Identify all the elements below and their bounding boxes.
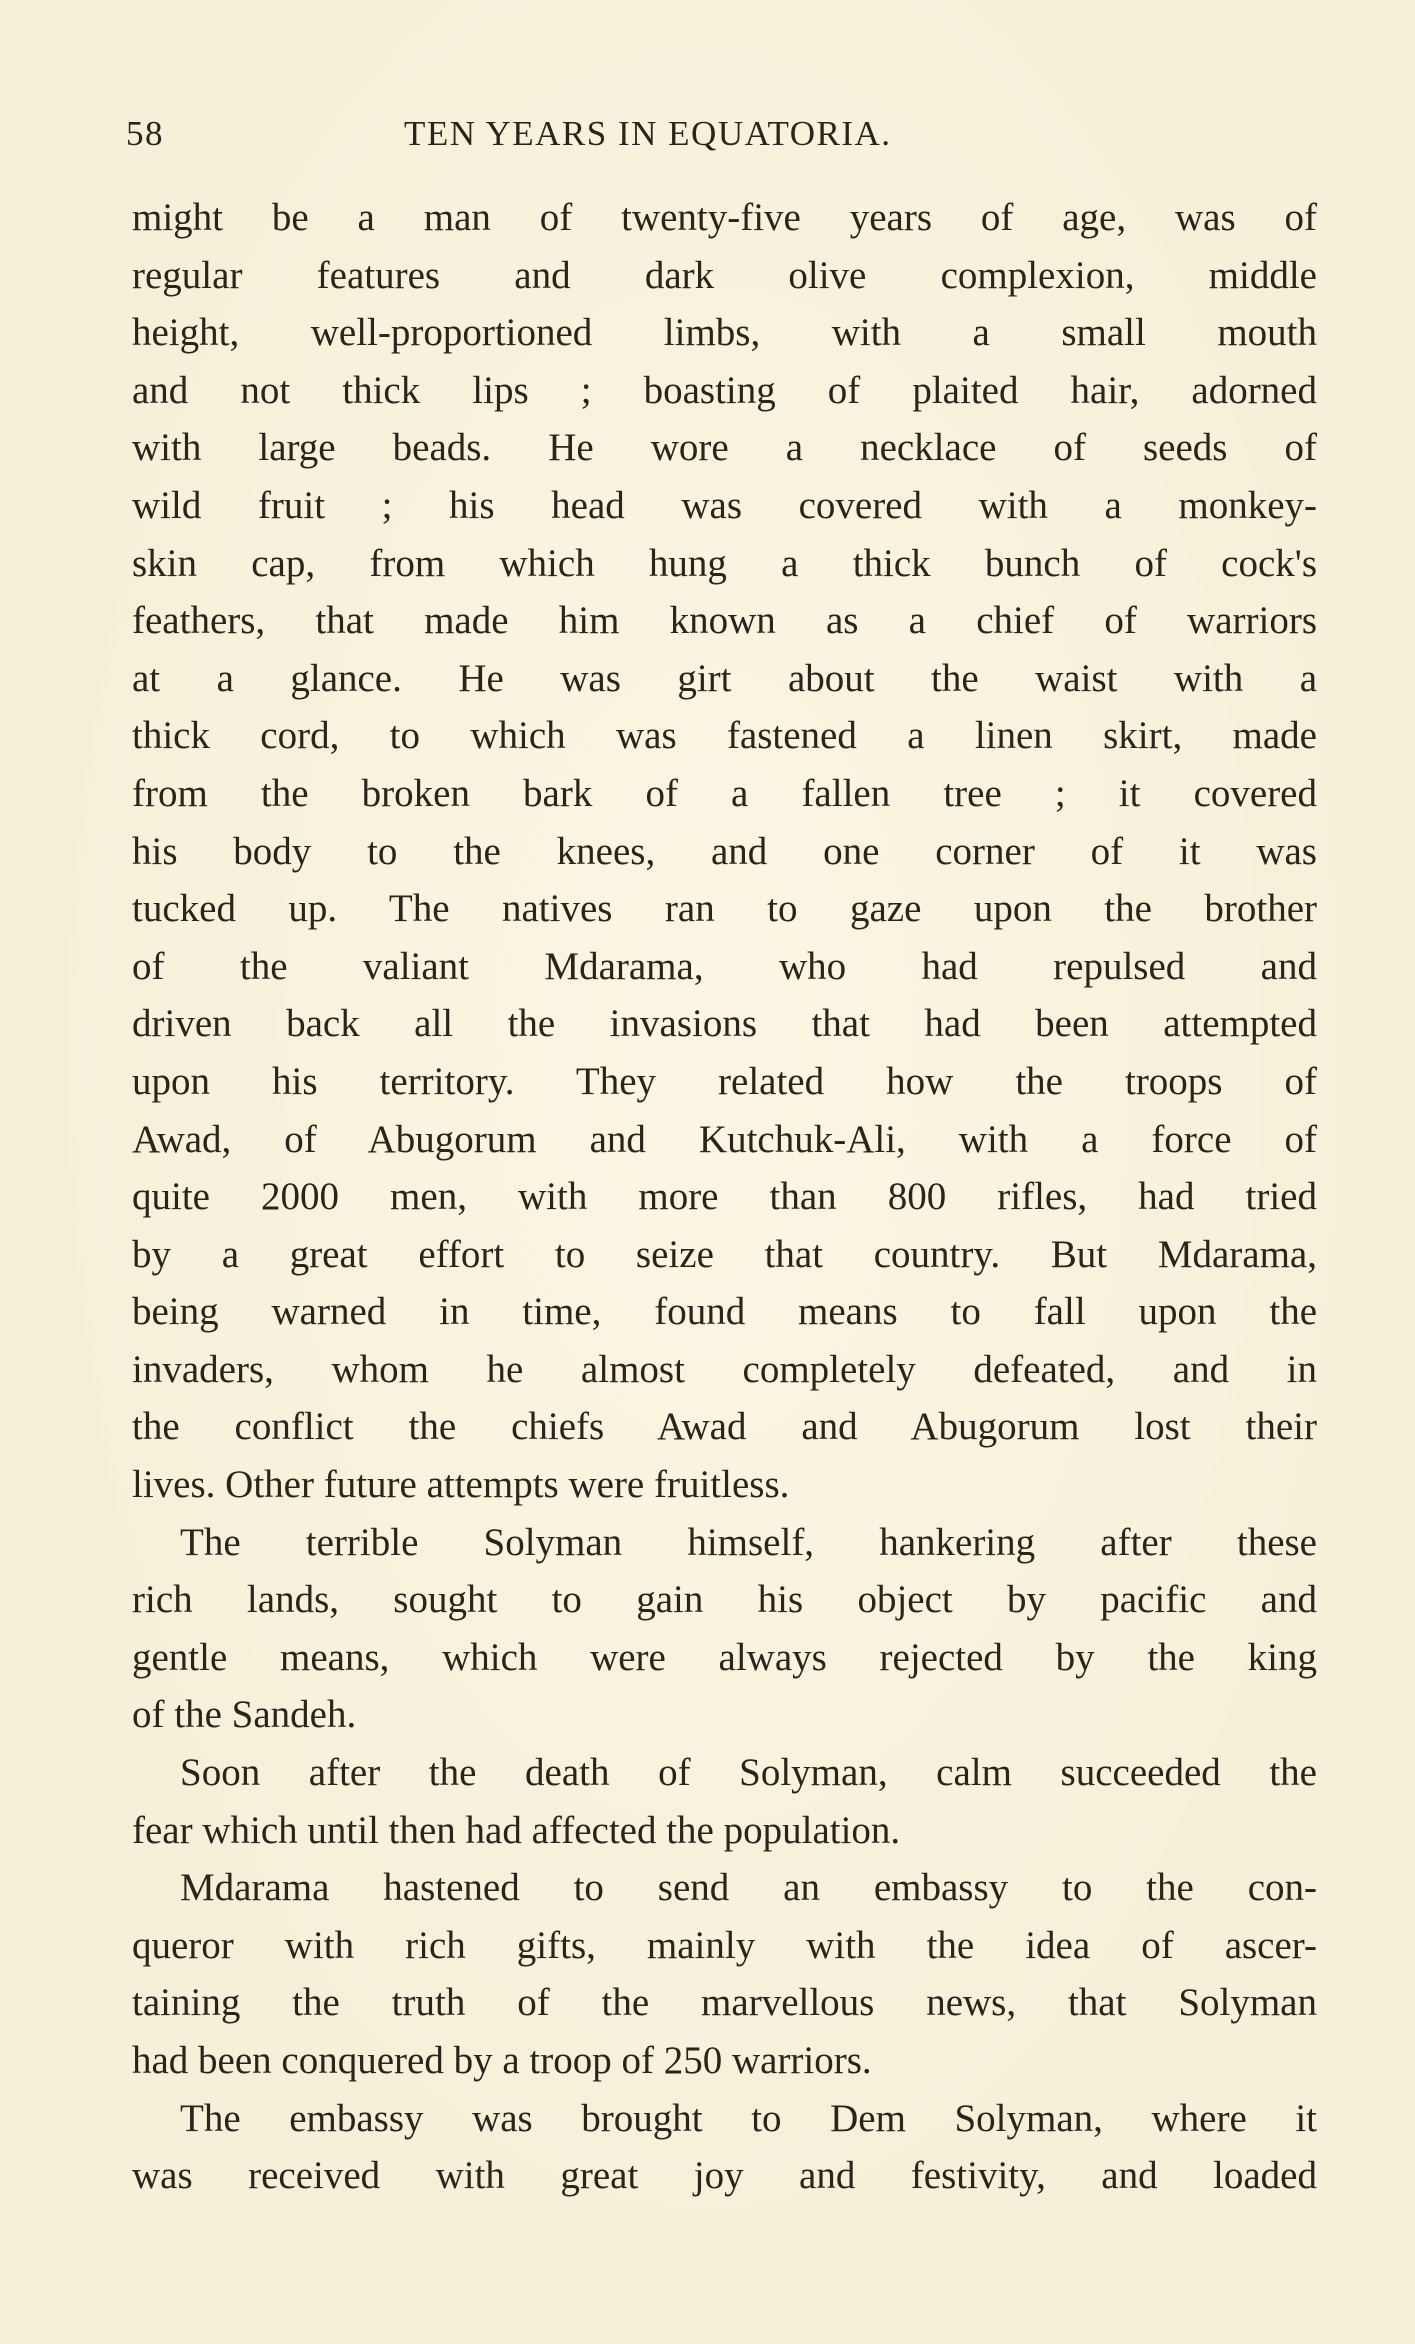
text-line: and not thick lips ; boasting of plaited hair, adorned — [132, 368, 1317, 412]
text-line: upon his territory. They related how the troops of — [132, 1059, 1317, 1103]
text-line: queror with rich gifts, mainly with the idea of ascer- — [132, 1923, 1317, 1967]
text-line: had been conquered by a troop of 250 warriors. — [132, 2039, 872, 2082]
text-line: fear which until then had affected the population. — [132, 1808, 901, 1852]
text-line: the conflict the chiefs Awad and Abugorum lost their — [132, 1405, 1317, 1449]
text-line: gentle means, which were always rejected by the king — [132, 1635, 1317, 1679]
text-line: quite 2000 men, with more than 800 rifles, had tried — [132, 1175, 1317, 1219]
text-line: regular features and dark olive complexion, middle — [132, 253, 1317, 297]
text-line: thick cord, to which was fastened a linen skirt, made — [132, 714, 1317, 758]
text-line: rich lands, sought to gain his object by pacific and — [132, 1578, 1317, 1622]
text-line: The embassy was brought to Dem Solyman, where it — [180, 2096, 1317, 2140]
text-line: height, well-proportioned limbs, with a small mouth — [132, 311, 1317, 355]
text-line: tucked up. The natives ran to gaze upon the brother — [132, 887, 1317, 931]
text-line: The terrible Solyman himself, hankering after these — [180, 1520, 1317, 1564]
text-line: wild fruit ; his head was covered with a monkey- — [132, 483, 1317, 527]
page-number: 58 — [126, 114, 164, 153]
text-line: feathers, that made him known as a chief of warriors — [132, 599, 1317, 643]
text-line: being warned in time, found means to fall upon the — [132, 1290, 1317, 1334]
text-line: lives. Other future attempts were fruitless. — [132, 1463, 790, 1507]
text-line: driven back all the invasions that had been attempted — [132, 1002, 1317, 1046]
text-line: invaders, whom he almost completely defeated, and in — [132, 1347, 1317, 1391]
text-line: taining the truth of the marvellous news, that Solyman — [132, 1981, 1317, 2025]
text-line: Mdarama hastened to send an embassy to the con- — [180, 1866, 1317, 1910]
text-line: his body to the knees, and one corner of it was — [132, 829, 1317, 873]
text-line: of the Sandeh. — [132, 1693, 357, 1737]
text-line: at a glance. He was girt about the waist with a — [132, 656, 1317, 700]
text-line: with large beads. He wore a necklace of seeds of — [132, 426, 1317, 470]
text-line: from the broken bark of a fallen tree ; it covered — [132, 771, 1317, 815]
running-title: TEN YEARS IN EQUATORIA. — [404, 114, 892, 153]
text-line: Awad, of Abugorum and Kutchuk-Ali, with a force of — [132, 1117, 1317, 1161]
body-text — [132, 189, 1317, 2205]
text-line: skin cap, from which hung a thick bunch of cock's — [132, 541, 1317, 585]
text-line: Soon after the death of Solyman, calm succeeded the — [180, 1751, 1317, 1795]
text-line: was received with great joy and festivity, and loaded — [132, 2154, 1317, 2198]
text-line: might be a man of twenty-five years of age, was of — [132, 196, 1317, 239]
running-head — [126, 104, 1316, 164]
text-line: of the valiant Mdarama, who had repulsed and — [132, 944, 1317, 988]
text-line: by a great effort to seize that country. But Mdarama, — [132, 1232, 1317, 1276]
